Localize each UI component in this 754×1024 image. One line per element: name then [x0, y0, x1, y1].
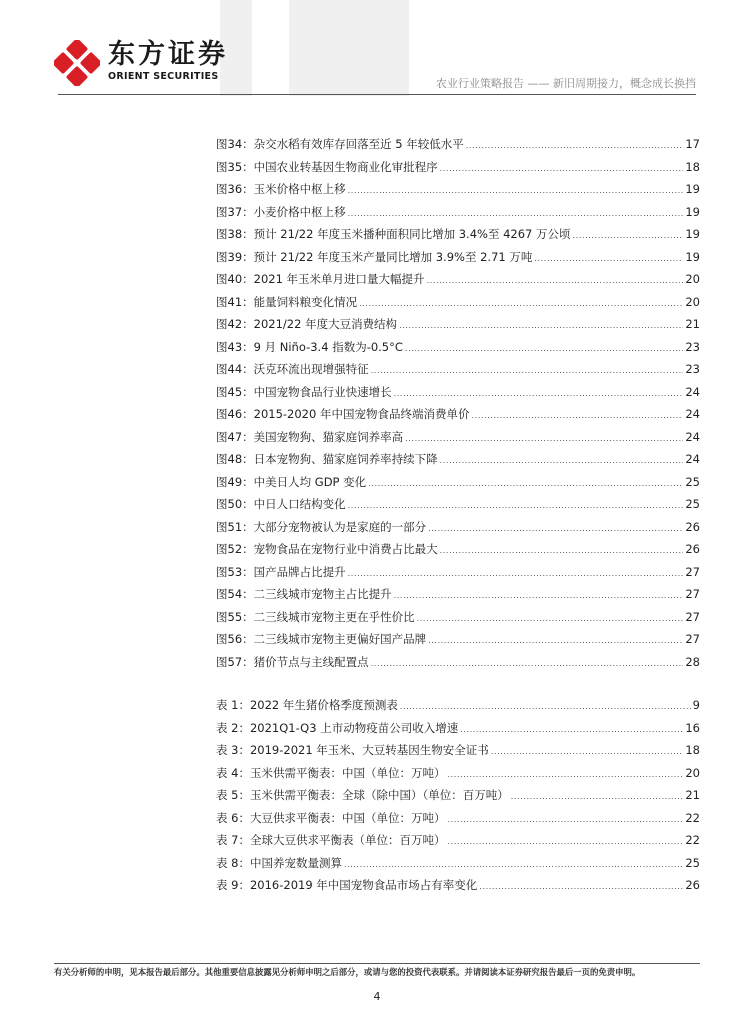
dot-leader [440, 164, 684, 173]
dot-leader [348, 186, 684, 195]
figure-toc-entry-label: 图52：宠物食品在宠物行业中消费占比最大 [216, 542, 438, 556]
table-toc-entry-page: 26 [685, 878, 700, 892]
figure-toc-entry-label: 图39：预计 21/22 年度玉米产量同比增加 3.9%至 2.71 万吨 [216, 249, 533, 264]
table-toc-entry-page: 21 [685, 788, 700, 802]
figure-toc-entry-label: 图55：二三线城市宠物主更在乎性价比 [216, 609, 415, 624]
figure-toc-entry[interactable] [216, 564, 700, 587]
figure-toc-entry-page: 24 [685, 407, 700, 421]
figure-toc-entry-page: 24 [685, 452, 700, 466]
dot-leader [417, 614, 684, 623]
dot-leader [348, 209, 684, 218]
figure-toc-entry[interactable] [216, 361, 700, 384]
figure-toc-entry-page: 19 [685, 204, 700, 219]
dot-leader [428, 524, 683, 533]
figure-toc-list [216, 136, 700, 676]
dot-leader [405, 344, 683, 353]
figure-toc-entry-label: 图54：二三线城市宠物主占比提升 [216, 587, 392, 601]
figure-toc-entry[interactable] [216, 451, 700, 474]
table-toc-entry[interactable] [216, 765, 700, 788]
table-toc-entry[interactable] [216, 742, 700, 765]
table-toc-entry-page: 16 [685, 720, 700, 735]
figure-toc-entry[interactable] [216, 226, 700, 249]
dot-leader [440, 456, 684, 465]
table-toc-entry[interactable] [216, 720, 700, 743]
figure-toc-entry[interactable] [216, 406, 700, 429]
figure-toc-entry-page: 19 [685, 227, 700, 241]
figure-toc-entry-page: 23 [685, 362, 700, 376]
figure-toc-entry-label: 图47：美国宠物狗、猫家庭饲养率高 [216, 429, 404, 444]
figure-toc-entry-label: 图49：中美日人均 GDP 变化 [216, 474, 367, 489]
dot-leader [394, 389, 684, 398]
brand-logo-text [108, 40, 228, 82]
header-decoration-bar [289, 0, 409, 96]
figure-toc-entry-label: 图48：日本宠物狗、猫家庭饲养率持续下降 [216, 452, 438, 466]
figure-toc-entry-page: 27 [685, 587, 700, 601]
header-divider [58, 94, 696, 95]
figure-toc-entry-label: 图51：大部分宠物被认为是家庭的一部分 [216, 519, 427, 534]
figure-toc-entry[interactable] [216, 204, 700, 227]
table-toc-entry[interactable] [216, 697, 700, 720]
brand-name-en: ORIENT SECURITIES [108, 71, 219, 82]
figure-toc-entry-page: 21 [685, 317, 700, 331]
table-toc-entry[interactable] [216, 832, 700, 855]
report-subtitle: 新旧周期接力，概念成长换挡 [553, 77, 696, 90]
table-toc-entry-page: 25 [685, 855, 700, 870]
figure-toc-entry-page: 18 [685, 159, 700, 174]
table-toc-entry-page: 22 [685, 833, 700, 847]
table-toc-entry-page: 9 [692, 698, 700, 712]
footer-disclaimer: 有关分析师的申明，见本报告最后部分。其他重要信息披露见分析师申明之后部分，或请与您的投资代表联系。并请阅读本证券研究报告最后一页的免责申明。 [54, 967, 641, 977]
figure-toc-entry-page: 27 [685, 564, 700, 579]
figure-toc-entry[interactable] [216, 429, 700, 452]
table-toc-entry-label: 表 6：大豆供求平衡表：中国（单位：万吨） [216, 810, 446, 825]
dot-leader [359, 299, 683, 308]
figure-toc-entry[interactable] [216, 316, 700, 339]
figure-toc-entry[interactable] [216, 136, 700, 159]
figure-toc-entry[interactable] [216, 339, 700, 362]
table-toc-entry-label: 表 9：2016-2019 年中国宠物食品市场占有率变化 [216, 878, 478, 892]
table-toc-entry[interactable] [216, 855, 700, 878]
dot-leader [440, 546, 684, 555]
dot-leader [447, 770, 683, 779]
figure-toc-entry-label: 图50：中日人口结构变化 [216, 497, 346, 511]
figure-toc-entry-page: 23 [685, 339, 700, 354]
figure-toc-entry[interactable] [216, 654, 700, 677]
figure-toc-entry[interactable] [216, 631, 700, 654]
dot-leader [447, 815, 683, 824]
figure-toc-entry-page: 25 [685, 497, 700, 511]
figure-toc-entry-page: 25 [685, 474, 700, 489]
figure-toc-entry[interactable] [216, 181, 700, 204]
figure-toc-entry[interactable] [216, 519, 700, 542]
page-number: 4 [373, 990, 381, 1003]
figure-toc-entry-label: 图40：2021 年玉米单月进口量大幅提升 [216, 272, 425, 286]
dot-leader [428, 636, 683, 645]
footer-divider [54, 963, 700, 964]
table-toc-entry-page: 18 [685, 743, 700, 757]
title-separator: —— [527, 77, 550, 90]
figure-toc-entry-label: 图44：沃克环流出现增强特征 [216, 362, 369, 376]
table-toc-list [216, 697, 700, 900]
report-header-title [436, 75, 696, 91]
dot-leader [471, 411, 683, 420]
table-toc-entry[interactable] [216, 877, 700, 900]
figure-toc-entry[interactable] [216, 496, 700, 519]
figure-toc-entry-page: 20 [685, 294, 700, 309]
figure-toc-entry-page: 27 [685, 632, 700, 646]
figure-toc-entry[interactable] [216, 159, 700, 182]
figure-toc-entry-page: 27 [685, 609, 700, 624]
dot-leader [573, 231, 684, 240]
figure-toc-entry-label: 图37：小麦价格中枢上移 [216, 204, 346, 219]
figure-toc-entry-label: 图43：9 月 Niño-3.4 指数为-0.5°C [216, 339, 403, 354]
dot-leader [491, 747, 684, 756]
dot-leader [399, 321, 683, 330]
figure-toc-entry-label: 图42：2021/22 年度大豆消费结构 [216, 317, 398, 331]
dot-leader [466, 141, 684, 150]
figure-toc-entry[interactable] [216, 294, 700, 317]
figure-toc-entry[interactable] [216, 474, 700, 497]
dot-leader [368, 479, 683, 488]
figure-toc-entry-page: 17 [685, 137, 700, 151]
table-toc-entry-label: 表 2：2021Q1-Q3 上市动物疫苗公司收入增速 [216, 720, 459, 735]
figure-toc-entry-label: 图57：猪价节点与主线配置点 [216, 654, 369, 669]
dot-leader [348, 501, 684, 510]
table-toc-entry-page: 20 [685, 765, 700, 780]
figure-toc-entry-page: 26 [685, 519, 700, 534]
table-toc-entry-label: 表 5：玉米供需平衡表：全球（除中国）（单位：百万吨） [216, 788, 509, 802]
figure-toc-entry-page: 24 [685, 429, 700, 444]
figure-toc-entry[interactable] [216, 586, 700, 609]
dot-leader [447, 837, 683, 846]
figure-toc-entry-label: 图34：杂交水稻有效库存回落至近 5 年较低水平 [216, 137, 464, 151]
table-toc-entry-label: 表 8：中国养宠数量测算 [216, 855, 342, 870]
table-toc-entry-label: 表 1：2022 年生猪价格季度预测表 [216, 698, 398, 712]
figure-toc-entry-label: 图36：玉米价格中枢上移 [216, 182, 346, 196]
figure-toc-entry[interactable] [216, 609, 700, 632]
figure-toc-entry-page: 28 [685, 654, 700, 669]
dot-leader [400, 702, 691, 711]
figure-toc-entry-label: 图41：能量饲料粮变化情况 [216, 294, 358, 309]
dot-leader [394, 591, 684, 600]
dot-leader [344, 860, 683, 869]
table-toc-entry-label: 表 3：2019-2021 年玉米、大豆转基因生物安全证书 [216, 743, 489, 757]
figure-toc-entry-label: 图56：二三线城市宠物主更偏好国产品牌 [216, 632, 427, 646]
dot-leader [405, 434, 683, 443]
figure-toc-entry-label: 图53：国产品牌占比提升 [216, 564, 346, 579]
figure-toc-entry-page: 19 [685, 182, 700, 196]
table-toc-entry-label: 表 7：全球大豆供求平衡表（单位：百万吨） [216, 833, 446, 847]
dot-leader [534, 254, 683, 263]
figure-toc-entry[interactable] [216, 384, 700, 407]
figure-toc-entry-label: 图46：2015-2020 年中国宠物食品终端消费单价 [216, 407, 470, 421]
dot-leader [460, 725, 683, 734]
figure-toc-entry-label: 图35：中国农业转基因生物商业化审批程序 [216, 159, 438, 174]
figure-toc-entry-page: 26 [685, 542, 700, 556]
table-toc-entry-label: 表 4：玉米供需平衡表：中国（单位：万吨） [216, 765, 446, 780]
figure-toc-entry[interactable] [216, 271, 700, 294]
figure-toc-entry[interactable] [216, 541, 700, 564]
dot-leader [427, 276, 684, 285]
figure-toc-entry-page: 24 [685, 384, 700, 399]
table-toc-entry[interactable] [216, 787, 700, 810]
figure-toc-entry-label: 图38：预计 21/22 年度玉米播种面积同比增加 3.4%至 4267 万公顷 [216, 227, 571, 241]
orient-logo-icon [54, 40, 100, 86]
figure-toc-entry-page: 19 [685, 249, 700, 264]
brand-name-cn: 东方证券 [108, 39, 228, 70]
figure-toc-entry-label: 图45：中国宠物食品行业快速增长 [216, 384, 392, 399]
dot-leader [479, 882, 683, 891]
figure-toc-entry-page: 20 [685, 272, 700, 286]
table-toc-entry[interactable] [216, 810, 700, 833]
dot-leader [348, 569, 684, 578]
table-toc-entry-page: 22 [685, 810, 700, 825]
dot-leader [511, 792, 684, 801]
dot-leader [371, 659, 684, 668]
report-type: 农业行业策略报告 [436, 77, 524, 90]
figure-toc-entry[interactable] [216, 249, 700, 272]
dot-leader [371, 366, 684, 375]
